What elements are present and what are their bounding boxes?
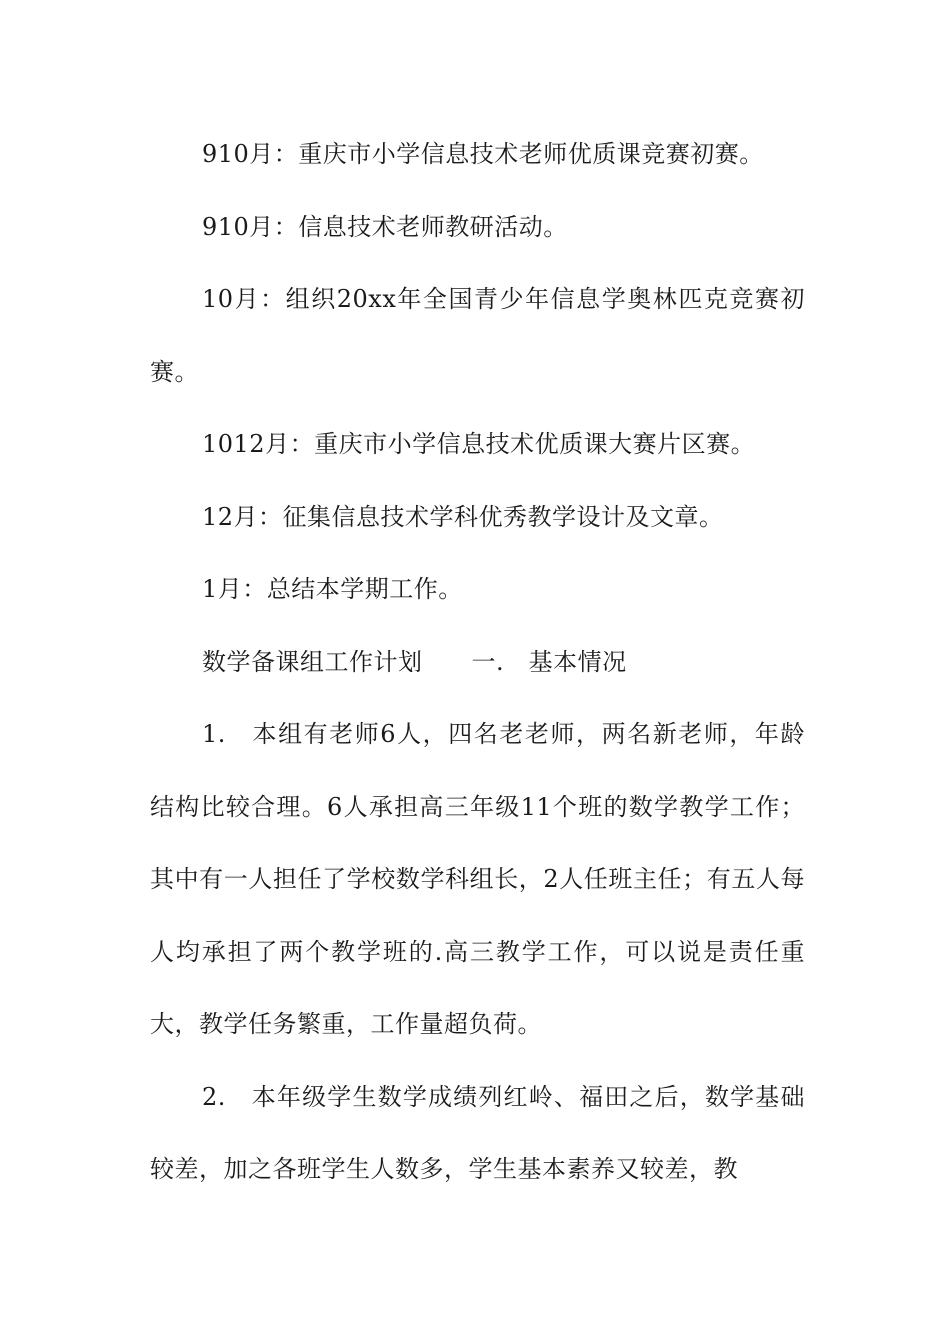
document-body	[150, 118, 805, 1206]
paragraph-basic-situation-2: 2. 本年级学生数学成绩列红岭、福田之后，数学基础较差，加之各班学生人数多，学生基本素养又较差，教	[150, 1082, 805, 1183]
paragraph-schedule-sep-oct-research: 910月：信息技术老师教研活动。	[202, 212, 568, 241]
section-heading-math-plan: 数学备课组工作计划 一. 基本情况	[202, 647, 627, 676]
paragraph-schedule-oct-olympiad: 10月：组织20xx年全国青少年信息学奥林匹克竞赛初赛。	[150, 285, 805, 386]
paragraph-basic-situation-1: 1. 本组有老师6人，四名老老师，两名新老师，年龄结构比较合理。6人承担高三年级11个班的数学教学工作；其中有一人担任了学校数学科组长，2人任班主任；有五人每人均承担了两个教学班的.高三教学工作，可以说是责任重大，教学任务繁重，工作量超负荷。	[150, 720, 805, 1038]
paragraph-schedule-jan-summary: 1月：总结本学期工作。	[202, 575, 463, 603]
paragraph-schedule-sep-oct-competition: 910月：重庆市小学信息技术老师优质课竞赛初赛。	[202, 140, 764, 168]
paragraph-schedule-dec-collection: 12月：征集信息技术学科优秀教学设计及文章。	[202, 502, 724, 531]
paragraph-schedule-oct-dec-contest: 1012月：重庆市小学信息技术优质课大赛片区赛。	[202, 430, 756, 458]
